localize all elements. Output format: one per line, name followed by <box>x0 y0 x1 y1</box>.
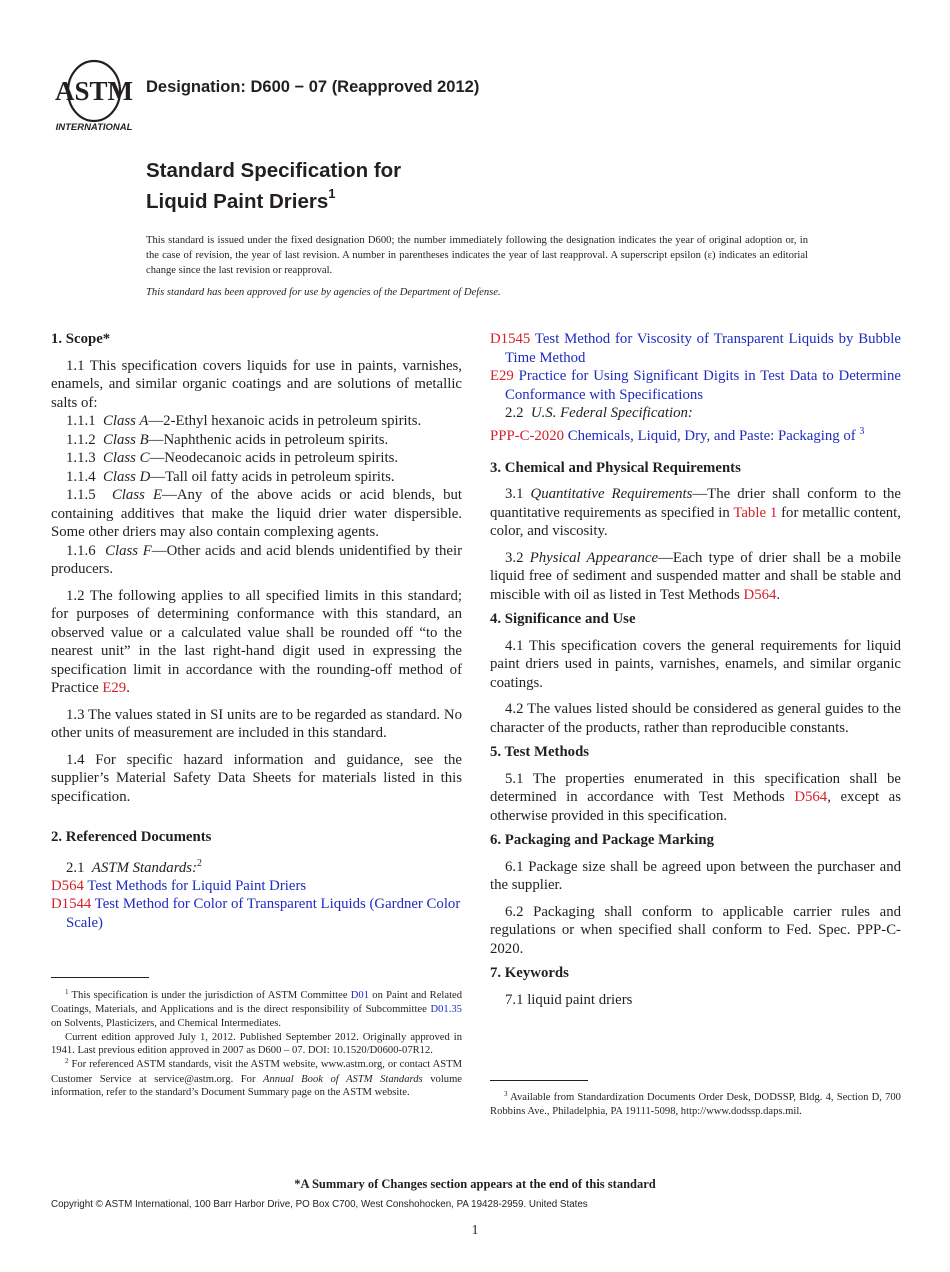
class-item: 1.1.2 Class B—Naphthenic acids in petroleum spirits. <box>66 431 389 448</box>
issuance-notice: This standard is issued under the fixed designation D600; the number immediately following the designation indicates the year of original adoption or, in the case of revision, the year of last revision. A number in parentheses indicates the year of last reapproval. A superscript epsilon (ε) indicates an editorial change since the last revision or reapproval. <box>146 235 808 276</box>
section-heading-significance: 4. Significance and Use <box>490 611 636 628</box>
para-3-2: 3.2 Physical Appearance—Each type of drier shall be a mobile liquid free of sediment and suspended matter and shall be stable and miscible with oil as listed in Test Methods D564. <box>490 549 901 603</box>
ref-item[interactable]: D1545 Test Method for Viscosity of Transparent Liquids by Bubble Time Method <box>490 331 901 366</box>
class-item: 1.1.3 Class C—Neodecanoic acids in petroleum spirits. <box>66 450 399 466</box>
para-4-2: 4.2 The values listed should be considered as general guides to the character of the products, rather than reproducible constants. <box>490 701 901 736</box>
footnotes-left <box>51 989 462 1100</box>
document-title <box>146 158 401 214</box>
copyright: Copyright © ASTM International, 100 Barr Harbor Drive, PO Box C700, West Conshohocken, PA 19428-2959. United States <box>51 1199 588 1210</box>
svg-text:ASTM: ASTM <box>54 76 134 106</box>
class-item: 1.1.5 Class E—Any of the above acids or acid blends, but containing additives that make the liquid drier water dispersible. Some other driers may also contain complexing agents. <box>51 487 462 540</box>
dod-approval-note: This standard has been approved for use by agencies of the Department of Defense. <box>146 287 501 298</box>
class-item: 1.1.1 Class A—2-Ethyl hexanoic acids in petroleum spirits. <box>66 413 422 429</box>
footnote-divider <box>490 1080 588 1081</box>
ref-item[interactable]: D564 Test Methods for Liquid Paint Driers <box>51 877 307 894</box>
class-item: 1.1.4 Class D—Tall oil fatty acids in petroleum spirits. <box>66 468 395 485</box>
para-5-1: 5.1 The properties enumerated in this specification shall be determined in accordance with Test Methods D564, except as otherwise provided in this specification. <box>490 770 901 824</box>
link-table-1[interactable]: Table 1 <box>733 504 778 521</box>
link-d01[interactable]: D01 <box>350 990 370 1001</box>
para-6-2: 6.2 Packaging shall conform to applicable carrier rules and regulations or when specified shall conform to Fed. Spec. PPP-C-2020. <box>490 903 901 957</box>
footnotes-right <box>490 1091 901 1120</box>
link-d564[interactable]: D564 <box>794 789 828 806</box>
ref-item[interactable]: D1544 Test Method for Color of Transparent Liquids (Gardner Color Scale) <box>51 896 461 931</box>
title-footnote-ref[interactable]: 1 <box>328 186 336 201</box>
left-column <box>51 330 462 932</box>
footnote-divider <box>51 977 149 978</box>
para-7-1: 7.1 liquid paint driers <box>505 991 633 1008</box>
footnote-3: $^3$ Available from Standardization Documents Order Desk, DODSSP, Bldg. 4, Section D, 700 Robbins Ave., Philadelphia, PA 19111-5098, http://www.dodssp.daps.mil. <box>490 1090 901 1118</box>
section-heading-test-methods: 5. Test Methods <box>490 744 590 761</box>
title-line-2: Liquid Paint Driers <box>146 189 329 213</box>
svg-text:INTERNATIONAL: INTERNATIONAL <box>55 122 133 133</box>
para-1-3: 1.3 The values stated in SI units are to be regarded as standard. No other units of measurement are included in this standard. <box>51 706 462 741</box>
footnote-2: $^2$ For referenced ASTM standards, visit the ASTM website, www.astm.org, or contact ASTM Customer Service at service@astm.org. For Annual Book of ASTM Standards volume information, refer to the standard’s Document Summary page on the ASTM website. <box>51 1057 463 1099</box>
ref-item[interactable]: E29 Practice for Using Significant Digits in Test Data to Determine Conformance with Specifications <box>490 368 901 403</box>
para-6-1: 6.1 Package size shall be agreed upon between the purchaser and the supplier. <box>490 858 901 894</box>
ref-item-federal[interactable]: PPP-C-2020 Chemicals, Liquid, Dry, and Paste: Packaging of $^3$ <box>490 425 865 444</box>
title-line-1: Standard Specification for <box>146 159 402 182</box>
para-4-1: 4.1 This specification covers the general requirements for liquid paint driers used in paints, varnishes, enamels, and similar organic coatings. <box>490 637 901 691</box>
section-heading-packaging: 6. Packaging and Package Marking <box>490 832 715 849</box>
link-d564[interactable]: D564 <box>743 586 777 603</box>
section-heading-scope: 1. Scope* <box>51 331 111 347</box>
section-heading-keywords: 7. Keywords <box>490 965 569 982</box>
class-item: 1.1.6 Class F—Other acids and acid blends unidentified by their producers. <box>51 542 462 577</box>
para-1-1: 1.1 This specification covers liquids for use in paints, varnishes, enamels, and similar organic coatings and are solutions of metallic salts of: <box>51 357 462 411</box>
page-number: 1 <box>471 1222 479 1237</box>
designation: Designation: D600 − 07 (Reapproved 2012) <box>146 78 480 96</box>
para-1-4: 1.4 For specific hazard information and guidance, see the supplier’s Material Safety Data Sheets for materials listed in this specification. <box>51 751 462 805</box>
summary-of-changes-note: *A Summary of Changes section appears at the end of this standard <box>294 1177 656 1191</box>
para-2-2: 2.2 U.S. Federal Specification: <box>505 405 693 421</box>
section-heading-referenced-documents: 2. Referenced Documents <box>51 829 212 845</box>
footnote-1: $^1$ This specification is under the jurisdiction of ASTM Committee D01 on Paint and Related Coatings, Materials, and Applications and is the direct responsibility of Subcommittee D01.35 on Solvents, Plasticizers, and Chemical Intermediates. <box>51 988 463 1029</box>
para-1-2: 1.2 The following applies to all specified limits in this standard; for purposes of determining conformance with this standard, an observed value or a calculated value shall be rounded off “to the nearest unit” in the last right-hand digit used in expressing the specification limit in accordance with the rounding-off method of Practice E29. <box>51 587 462 696</box>
link-d01-35[interactable]: D01.35 <box>430 1004 462 1016</box>
link-e29[interactable]: E29 <box>102 680 127 696</box>
section-heading-chemical-physical: 3. Chemical and Physical Requirements <box>490 459 741 476</box>
para-3-1: 3.1 Quantitative Requirements—The drier shall conform to the quantitative requirements as specified in Table 1 for metallic content, color, and viscosity. <box>490 486 901 540</box>
footnote-1-edition: Current edition approved July 1, 2012. Published September 2012. Originally approved in 1941. Last previous edition approved in 2007 as D600 – 07. DOI: 10.1520/D0600-07R12. <box>51 1031 462 1057</box>
para-2-1: 2.1 ASTM Standards:$^2$ <box>66 857 202 876</box>
right-column <box>490 330 901 1015</box>
astm-logo <box>52 58 136 134</box>
